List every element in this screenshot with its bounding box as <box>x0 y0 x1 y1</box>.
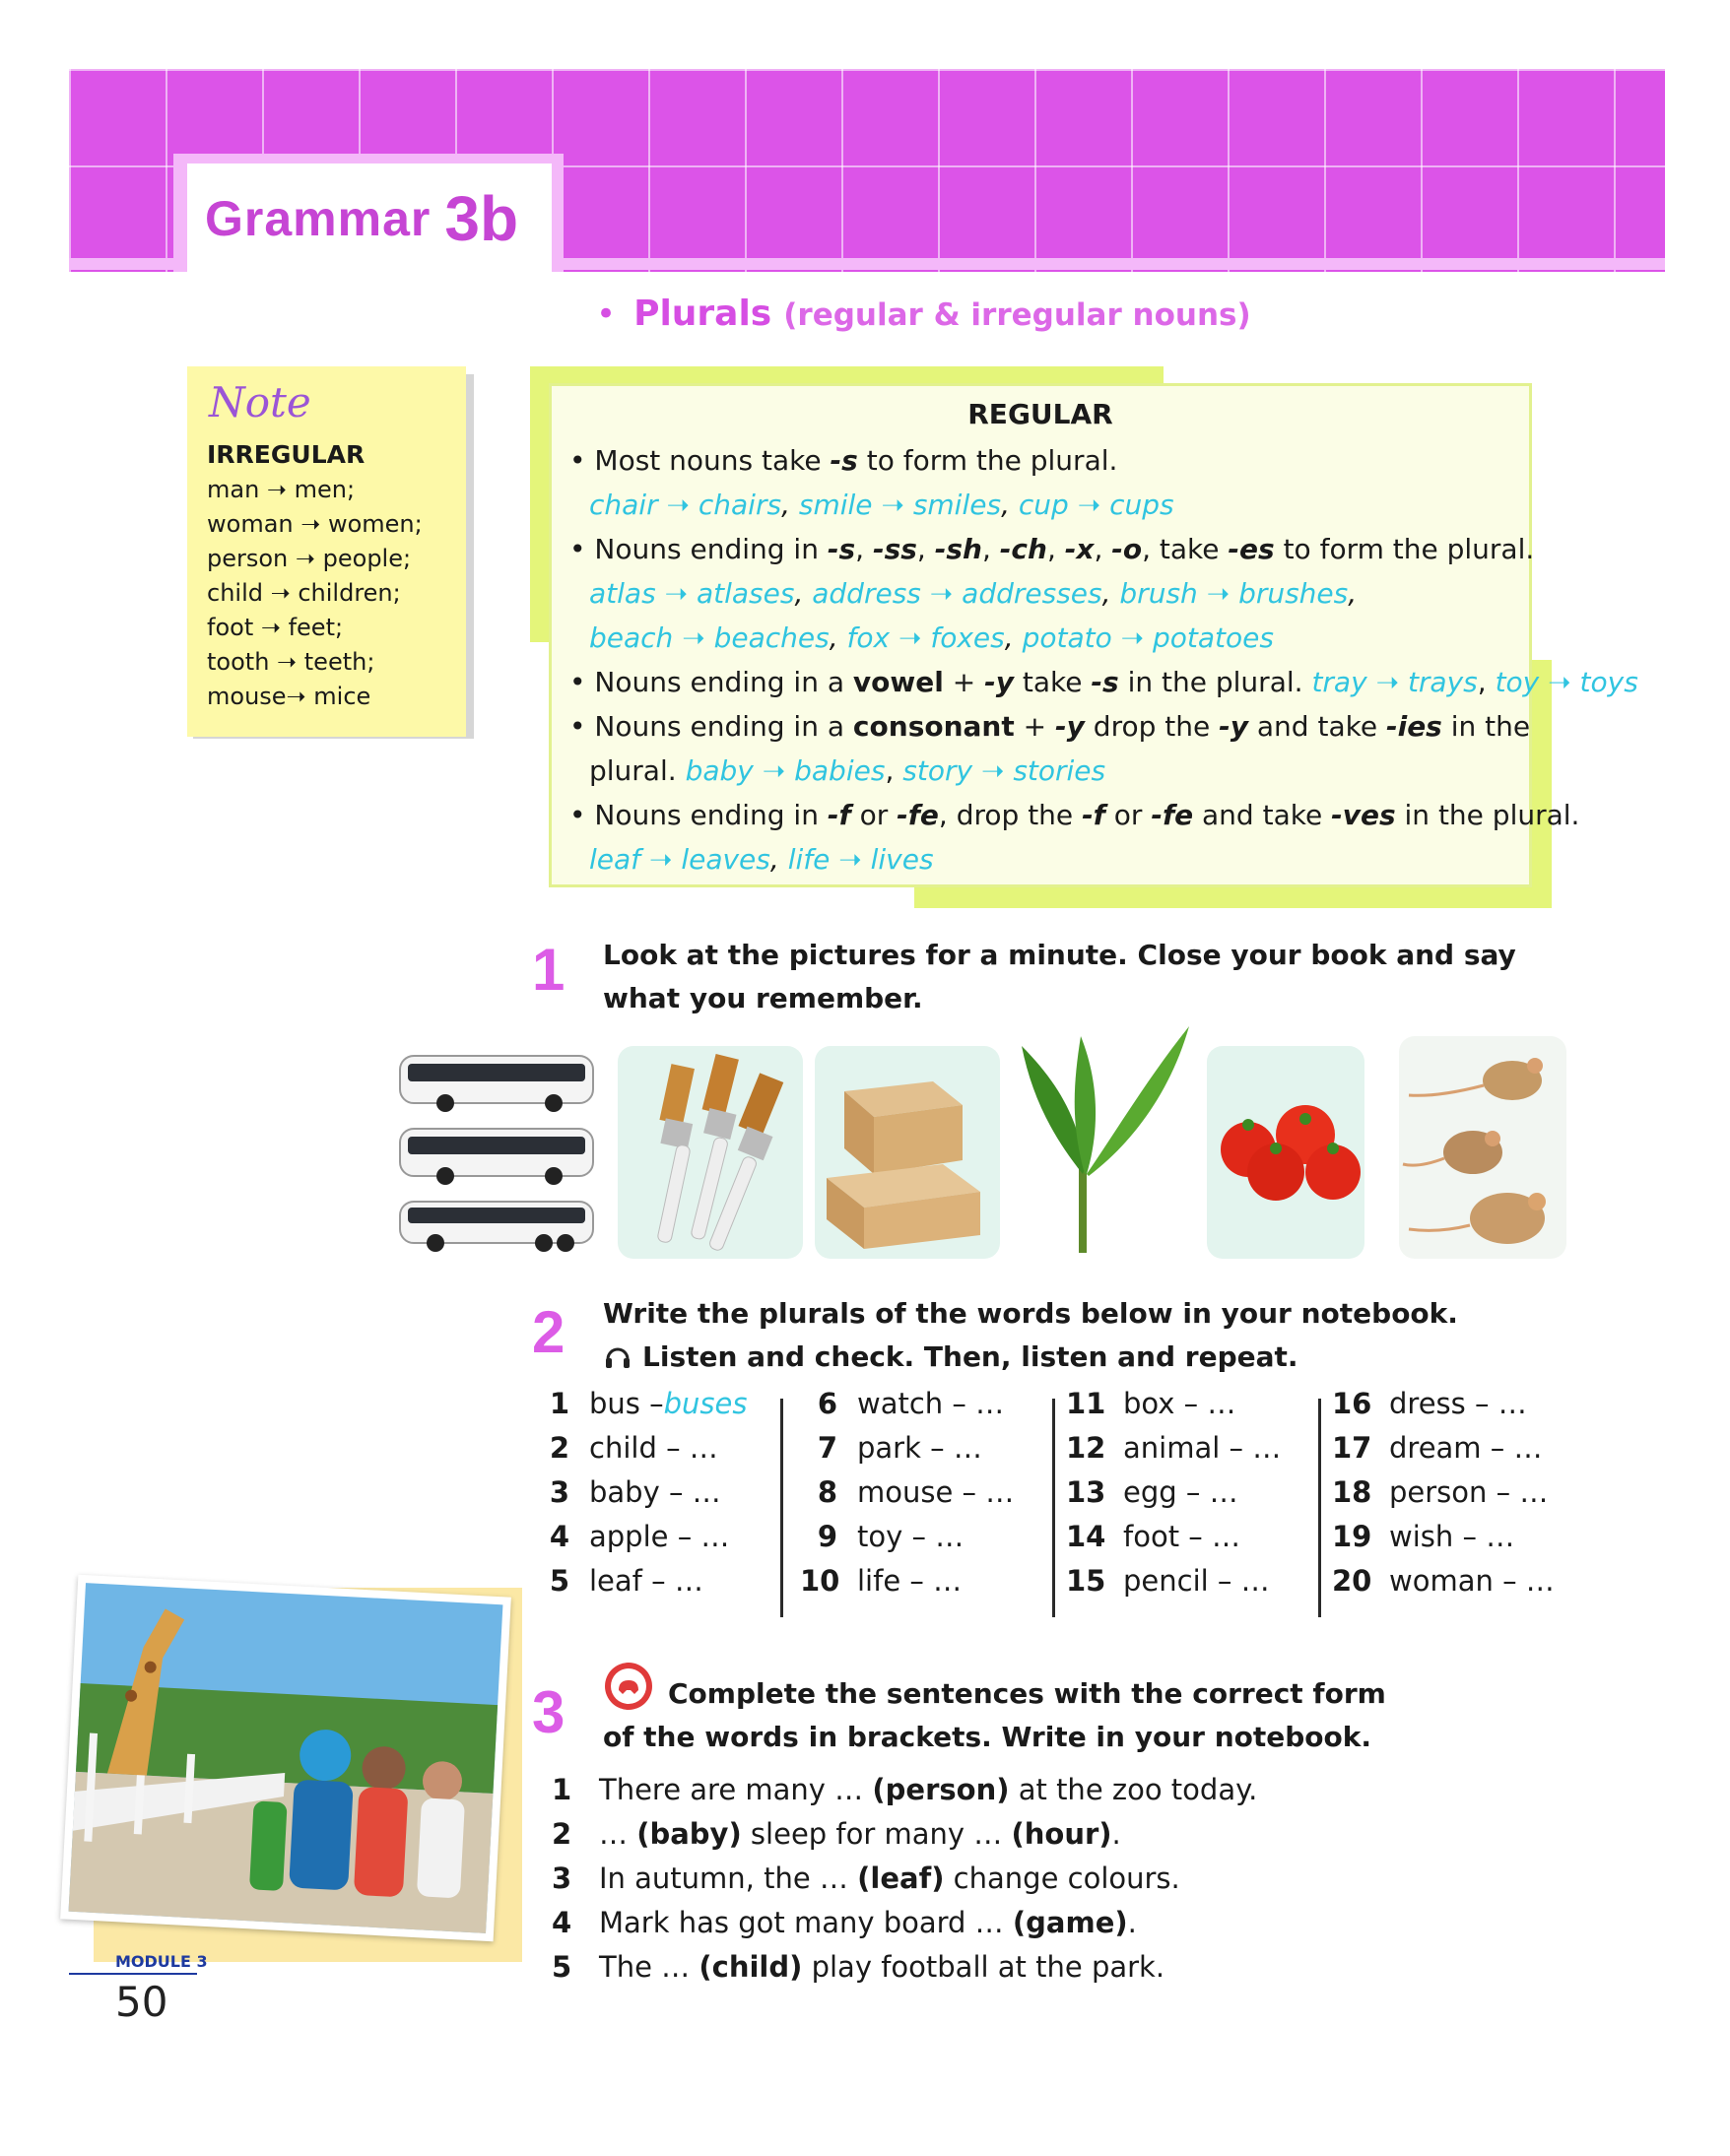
boxes-picture <box>815 1046 1000 1259</box>
note-line: man ➝ men; <box>207 476 356 503</box>
sentence-item: 4 Mark has got many board … (game). <box>552 1906 1137 1939</box>
brushes-picture <box>618 1046 803 1259</box>
note-line: person ➝ people; <box>207 545 412 572</box>
exercise-1-instructions: Look at the pictures for a minute. Close your book and say what you remember. <box>603 939 1516 1014</box>
word-item: 10 life – … <box>800 1564 963 1598</box>
exercise-3-number: 3 <box>532 1679 566 1745</box>
word-item: 15 pencil – … <box>1066 1564 1270 1598</box>
note-title: Note <box>209 378 311 426</box>
zoo-photo <box>60 1575 511 1942</box>
leaves-picture <box>1012 1016 1197 1259</box>
tomatoes-picture <box>1207 1046 1364 1259</box>
word-column-3 <box>1066 1387 1281 1608</box>
column-divider <box>1052 1399 1055 1617</box>
page-number: 50 <box>115 1978 168 2026</box>
word-item: 14 foot – … <box>1066 1520 1241 1553</box>
rule-line: • Nouns ending in a consonant + -y drop the -y and take -ies in the <box>569 710 1531 743</box>
word-item: 19 wish – … <box>1332 1520 1515 1553</box>
rule-line: • Nouns ending in a vowel + -y take -s in the plural. tray ➝ trays, toy ➝ toys <box>569 666 1638 698</box>
headphones-icon[interactable] <box>603 1340 632 1370</box>
subheading-bullet: • <box>596 294 617 334</box>
rule-line: • Most nouns take -s to form the plural. <box>569 444 1118 477</box>
word-item: 4 apple – … <box>549 1520 730 1553</box>
module-label: MODULE 3 <box>115 1952 208 1971</box>
rule-examples: beach ➝ beaches, fox ➝ foxes, potato ➝ potatoes <box>589 621 1274 654</box>
sentence-item: 3 In autumn, the … (leaf) change colours. <box>552 1862 1180 1895</box>
note-line: mouse➝ mice <box>207 683 371 710</box>
mice-picture <box>1399 1036 1566 1259</box>
rule-examples: leaf ➝ leaves, life ➝ lives <box>589 843 934 876</box>
word-item: 5 leaf – … <box>549 1564 703 1598</box>
exercise-3-instructions: Complete the sentences with the correct form of the words in brackets. Write in your notebook. <box>603 1677 1386 1753</box>
exercise-2-instructions: Write the plurals of the words below in your notebook. Listen and check. Then, listen and repeat. <box>603 1297 1458 1373</box>
module-underline <box>69 1973 197 1975</box>
word-item: 3 baby – … <box>549 1475 721 1509</box>
sentence-item: 5 The … (child) play football at the park. <box>552 1950 1165 1984</box>
column-divider <box>780 1399 783 1617</box>
word-column-2 <box>800 1387 1014 1608</box>
subheading-detail: (regular & irregular nouns) <box>783 297 1251 333</box>
word-column-1 <box>548 1387 747 1608</box>
regular-heading: REGULAR <box>967 398 1113 430</box>
note-line: foot ➝ feet; <box>207 614 344 641</box>
column-divider <box>1318 1399 1321 1617</box>
sentence-item: 1 There are many … (person) at the zoo today. <box>552 1773 1258 1806</box>
word-item: 12 animal – … <box>1066 1431 1282 1465</box>
rule-examples: atlas ➝ atlases, address ➝ addresses, brush ➝ brushes, <box>589 577 1358 610</box>
word-item: 11 box – … <box>1066 1387 1236 1420</box>
rule-line: • Nouns ending in -f or -fe, drop the -f or -fe and take -ves in the plural. <box>569 799 1580 831</box>
word-item: 20 woman – … <box>1332 1564 1555 1598</box>
title-word: Grammar <box>205 191 432 246</box>
subheading-main: Plurals <box>633 294 772 334</box>
page-title <box>187 163 552 274</box>
note-line: tooth ➝ teeth; <box>207 648 375 676</box>
word-column-4 <box>1332 1387 1555 1608</box>
buses-picture <box>396 1036 603 1259</box>
rule-line: plural. baby ➝ babies, story ➝ stories <box>589 754 1106 787</box>
note-line: child ➝ children; <box>207 579 401 607</box>
word-item: 16 dress – … <box>1332 1387 1527 1420</box>
regular-rules-box <box>549 383 1638 887</box>
word-item: 6 watch – … <box>817 1387 1005 1420</box>
word-item: 18 person – … <box>1332 1475 1549 1509</box>
word-item: 17 dream – … <box>1332 1431 1543 1465</box>
rule-line: • Nouns ending in -s, -ss, -sh, -ch, -x, -o, take -es to form the plural. <box>569 533 1535 565</box>
note-box <box>187 366 466 737</box>
word-item: 8 mouse – … <box>817 1475 1015 1509</box>
word-item: 1 bus – buses <box>549 1387 748 1420</box>
word-item: 2 child – … <box>549 1431 718 1465</box>
exercise-2-number: 2 <box>532 1299 566 1365</box>
word-item: 13 egg – … <box>1066 1475 1238 1509</box>
note-heading: IRREGULAR <box>207 440 366 469</box>
title-number: 3b <box>444 183 519 254</box>
sentence-item: 2 … (baby) sleep for many … (hour). <box>552 1817 1121 1851</box>
word-item: 7 park – … <box>817 1431 982 1465</box>
word-item: 9 toy – … <box>817 1520 965 1553</box>
rule-examples: chair ➝ chairs, smile ➝ smiles, cup ➝ cups <box>589 489 1174 521</box>
section-subheading <box>596 294 1251 339</box>
exercise-1-number: 1 <box>532 937 566 1003</box>
note-line: woman ➝ women; <box>207 510 423 538</box>
